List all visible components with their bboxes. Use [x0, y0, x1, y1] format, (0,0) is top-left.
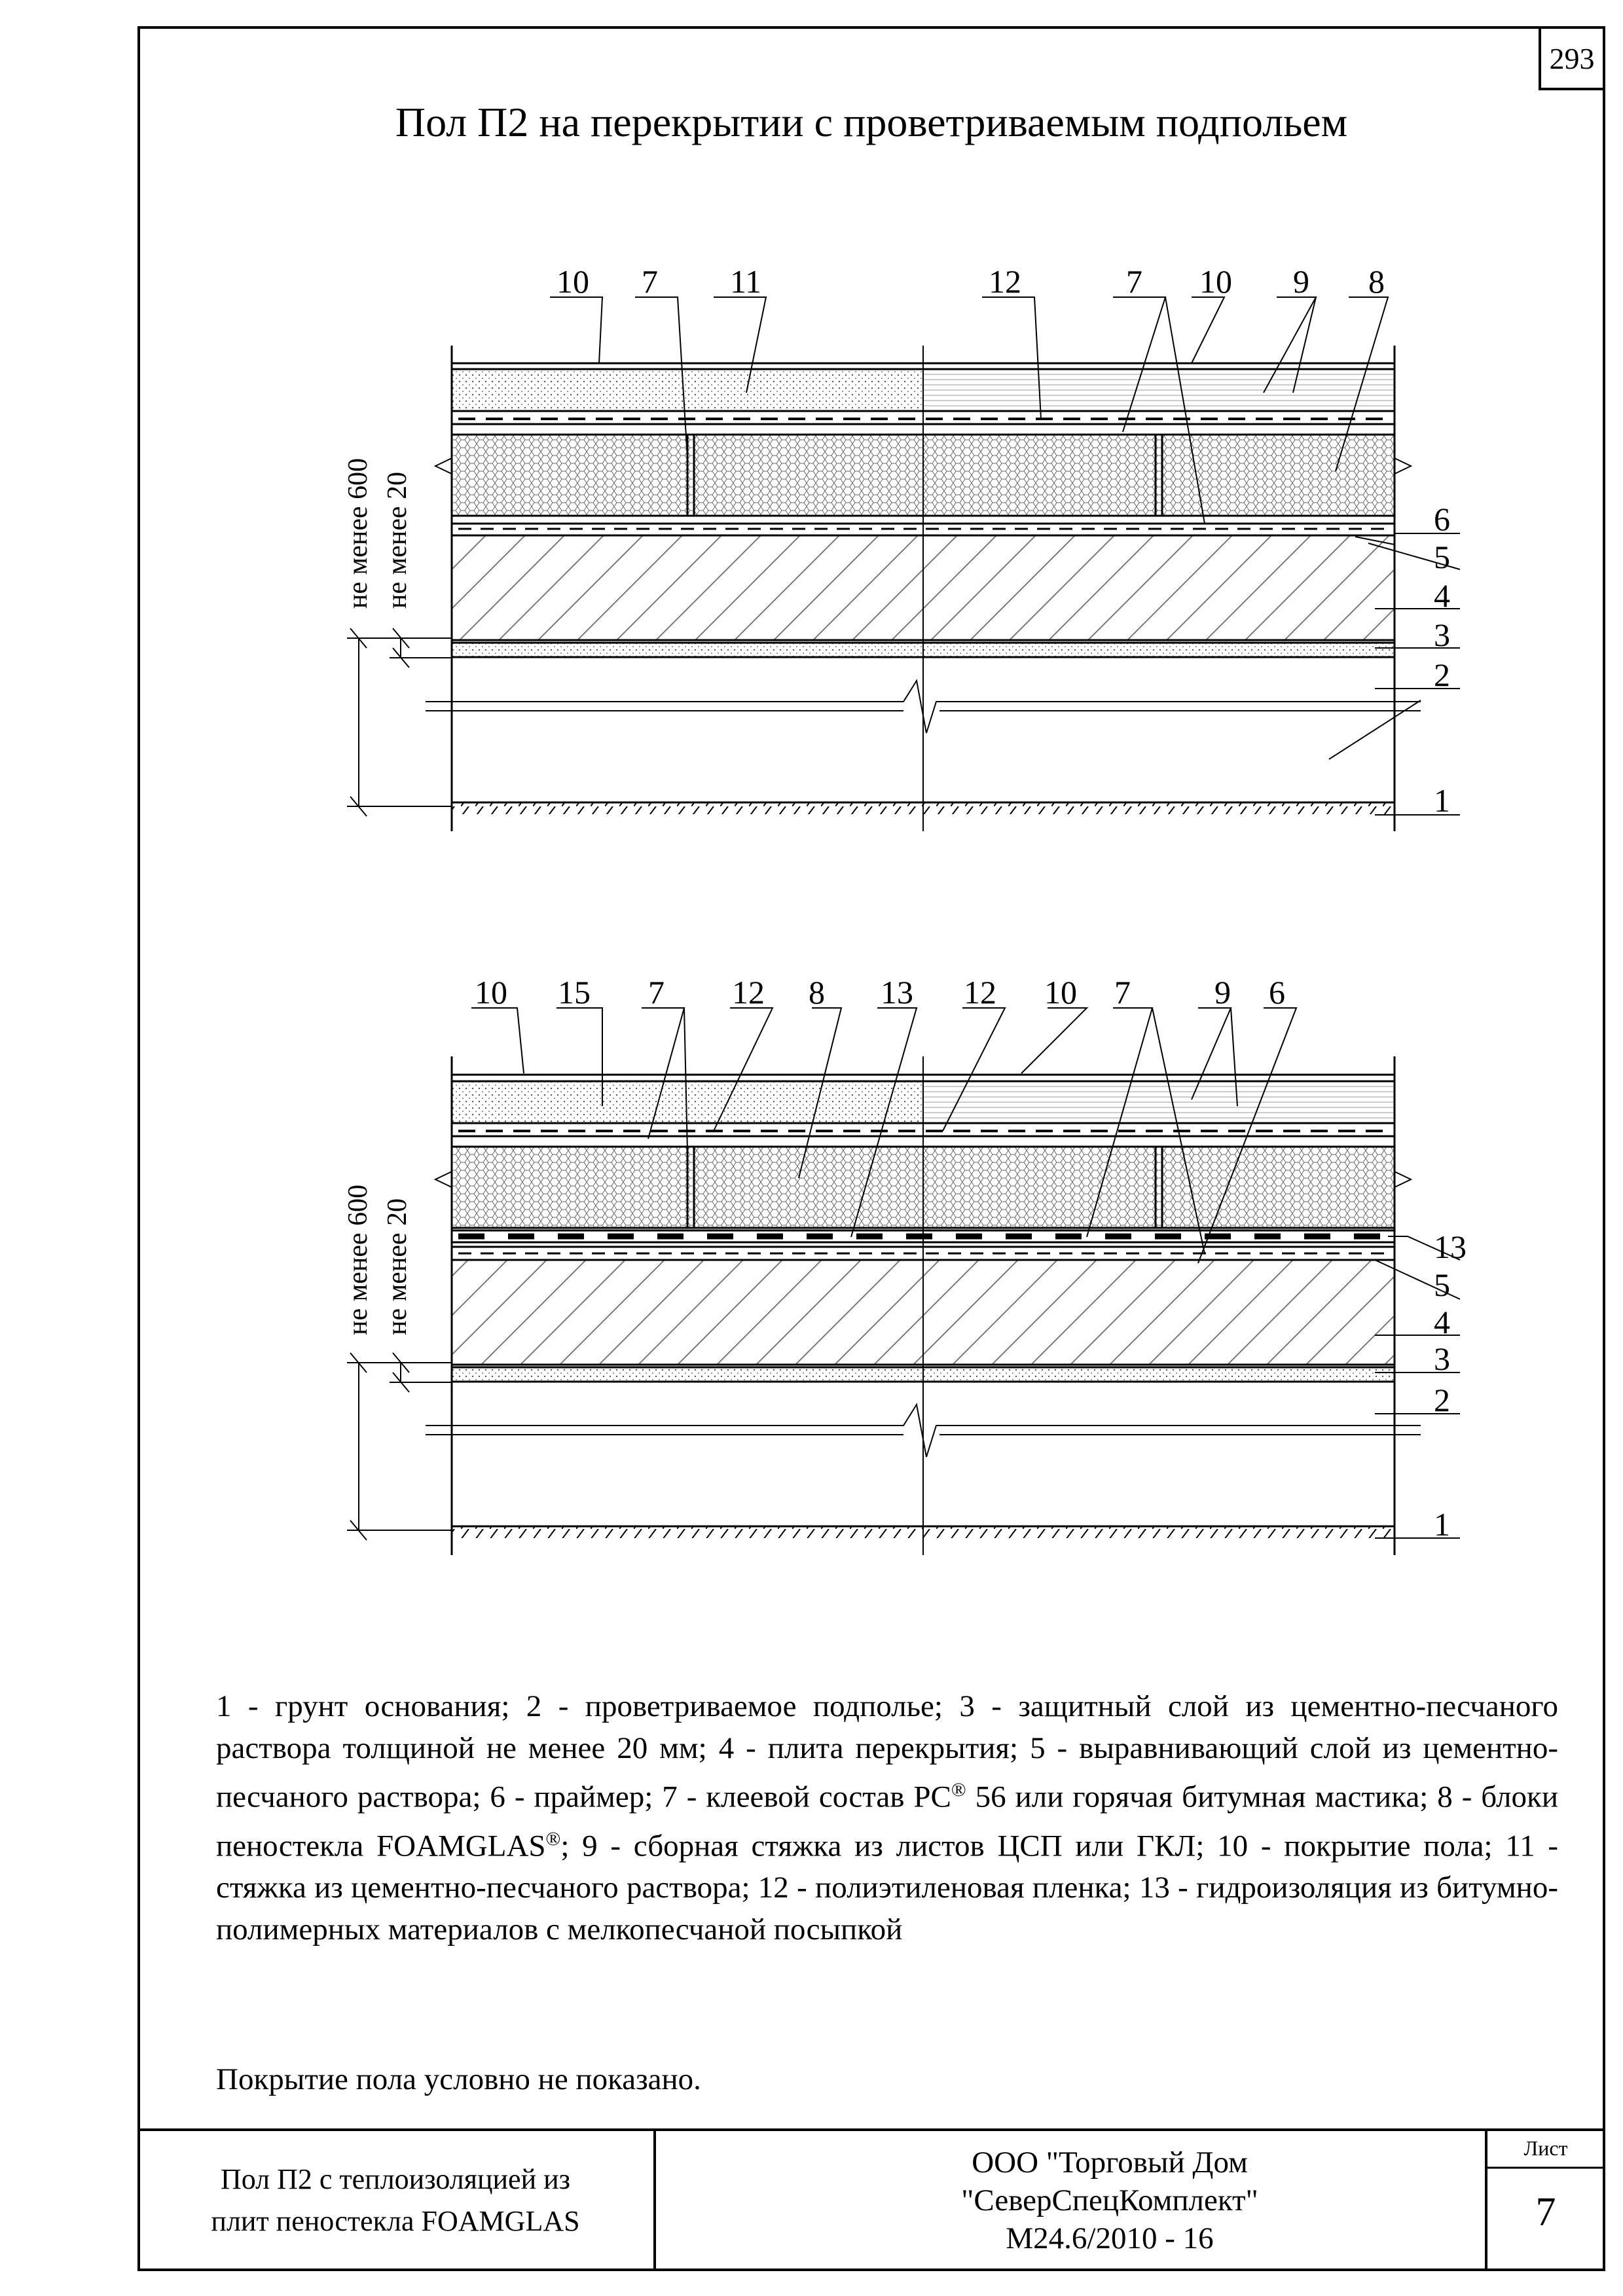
s2-side-label-3: 3 [1434, 1340, 1450, 1377]
dim-min-20-b: не менее 20 [382, 1198, 412, 1335]
legend: 1 - грунт основания; 2 - проветриваемое подполье; 3 - защитный слой из цементно-песчаного раствора толщиной не менее 20 мм; 4 - плита перекрытия; 5 - выравнивающий слой из цементно-песчаного раствора; 6 - праймер; 7 - клеевой состав PC® 56 или горячая битумная мастика; 8 - блоки пеностекла FOAMGLAS®; 9 - сборная стяжка из листов ЦСП или ГКЛ; 10 - покрытие пола; 11 - стяжка из цементно-песчаного раствора; 12 - полиэтиленовая пленка; 13 - гидроизоляция из битумно-полимерных материалов с мелкопесчаной посыпкой [216, 1689, 1558, 1947]
s1-side-label-5: 5 [1434, 539, 1450, 575]
s2-top-label-6: 6 [1269, 974, 1285, 1011]
s2-top-label-12b: 12 [964, 974, 996, 1011]
s1-side-label-6: 6 [1434, 501, 1450, 537]
s1-top-label-10b: 10 [1199, 263, 1232, 300]
s2-side-label-2: 2 [1434, 1382, 1450, 1418]
s2-side-label-4: 4 [1434, 1304, 1450, 1340]
s2-side-label-5: 5 [1434, 1266, 1450, 1303]
section-1 [343, 263, 1460, 831]
s1-top-label-10: 10 [556, 263, 589, 300]
note: Покрытие пола условно не показано. [216, 2062, 701, 2096]
s1-top-label-8: 8 [1368, 263, 1385, 300]
page-number: 293 [1539, 26, 1605, 90]
s2-top-label-9: 9 [1214, 974, 1231, 1011]
sheet-number: 7 [1535, 2190, 1556, 2234]
s1-top-label-7b: 7 [1126, 263, 1142, 300]
drawing-name-line1: Пол П2 с теплоизоляцией из [220, 2163, 571, 2195]
s1-top-label-11: 11 [730, 263, 762, 300]
s2-top-label-10b: 10 [1044, 974, 1077, 1011]
section-2 [343, 974, 1467, 1555]
s2-side-label-1: 1 [1434, 1506, 1450, 1543]
s1-side-label-3: 3 [1434, 617, 1450, 653]
dim-min-20: не менее 20 [382, 471, 412, 609]
company-line1: ООО "Торговый Дом [972, 2145, 1248, 2179]
title-block-company [655, 2132, 1565, 2269]
s2-top-label-13: 13 [881, 974, 913, 1011]
title-block-drawing-name [140, 2132, 651, 2269]
dim-min-600-b: не менее 600 [343, 1184, 373, 1335]
s1-top-label-9: 9 [1293, 263, 1309, 300]
sheet-label: Лист [1523, 2136, 1568, 2160]
s2-top-label-15: 15 [558, 974, 591, 1011]
s2-top-label-10: 10 [475, 974, 507, 1011]
s2-top-label-8: 8 [809, 974, 825, 1011]
page-title: Пол П2 на перекрытии с проветриваемым подпольем [395, 99, 1348, 145]
document-code: М24.6/2010 - 16 [1006, 2221, 1214, 2255]
s1-top-label-7: 7 [642, 263, 658, 300]
layer-screed-15 [452, 1081, 923, 1123]
s2-top-label-7: 7 [648, 974, 665, 1011]
s2-top-label-12: 12 [732, 974, 765, 1011]
layer-dry-screed-9-b [923, 1081, 1395, 1123]
company-line2: "СеверСпецКомплект" [961, 2183, 1258, 2217]
dim-min-600: не менее 600 [343, 457, 373, 609]
layer-screed-11 [452, 369, 923, 411]
layer-dry-screed-9 [923, 369, 1395, 411]
s1-side-label-4: 4 [1434, 577, 1450, 614]
s1-top-label-12: 12 [989, 263, 1021, 300]
s2-side-label-13: 13 [1434, 1229, 1467, 1265]
s2-top-label-7b: 7 [1114, 974, 1131, 1011]
s1-side-label-2: 2 [1434, 656, 1450, 693]
s1-side-label-1: 1 [1434, 782, 1450, 819]
drawing-name-line2: плит пеностекла FOAMGLAS [211, 2205, 580, 2237]
